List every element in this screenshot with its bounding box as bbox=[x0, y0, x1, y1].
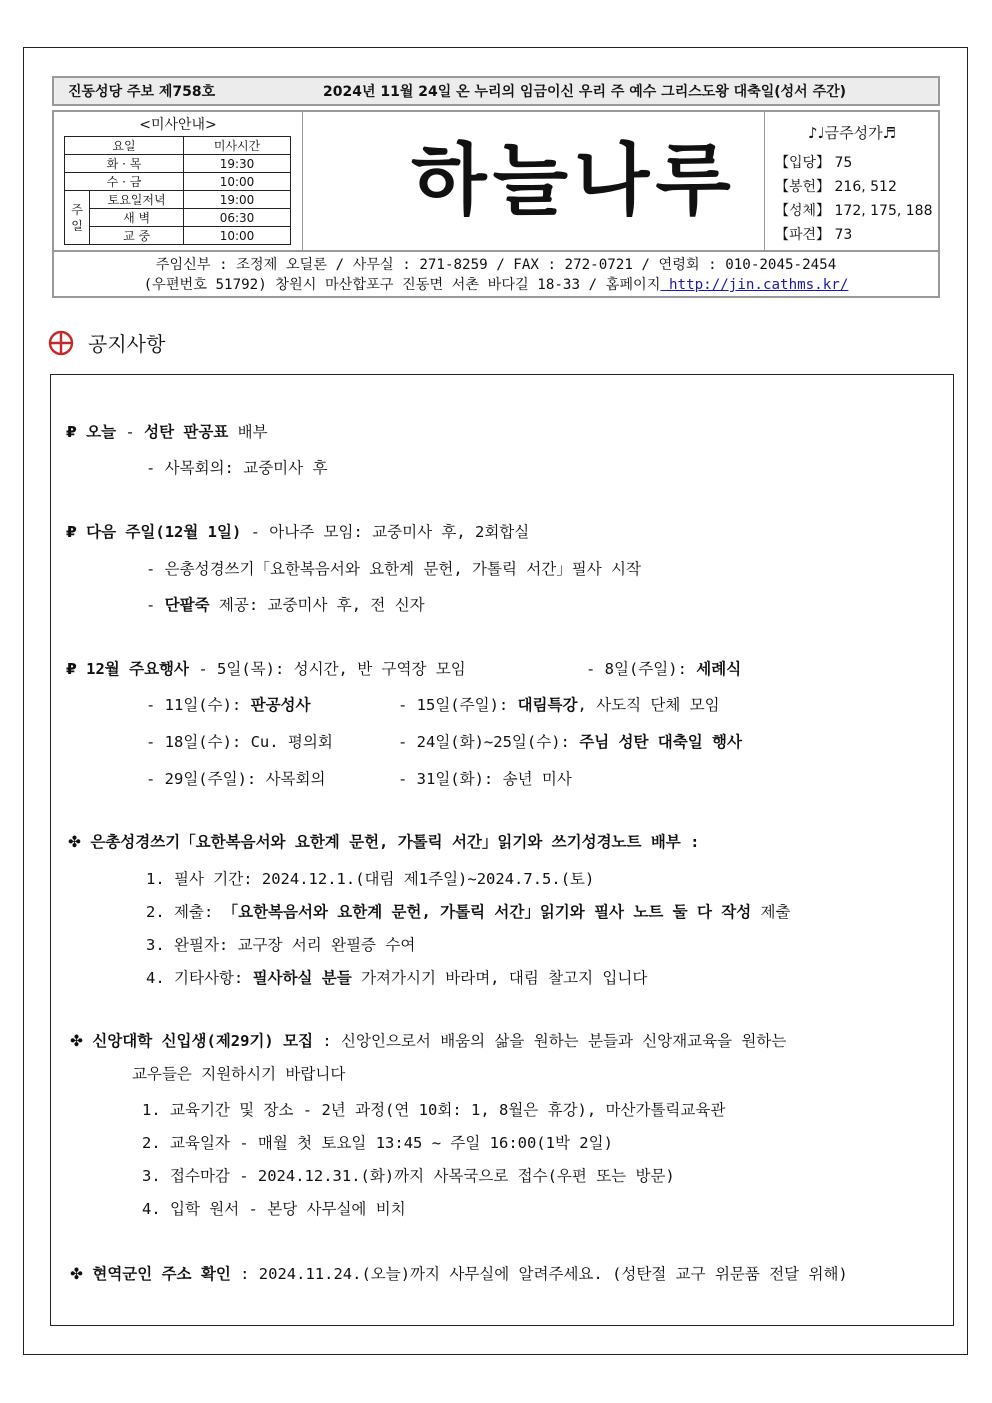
mass-time: 19:00 bbox=[184, 191, 291, 209]
today-item: - 사목회의: 교중미사 후 bbox=[146, 459, 328, 477]
bullet-icon: ✤ bbox=[70, 1265, 83, 1283]
masthead bbox=[52, 110, 940, 252]
bulletin-logo: 하늘나루 bbox=[411, 136, 737, 226]
bulletin-title-bar bbox=[52, 76, 940, 106]
college-item: 3. 접수마감 - 2024.12.31.(화)까지 사목국으로 접수(우편 또는 방문) bbox=[142, 1167, 675, 1185]
college-item: 2. 교육일자 - 매월 첫 토요일 13:45 ~ 주일 16:00(1박 2일) bbox=[142, 1134, 613, 1152]
bullet-icon: ✤ bbox=[70, 1032, 83, 1050]
mass-time: 10:00 bbox=[184, 227, 291, 245]
december-item: - 18일(수): Cu. 평의회 bbox=[146, 733, 333, 751]
college-item: 4. 입학 원서 - 본당 사무실에 비치 bbox=[142, 1200, 406, 1218]
military-line: ✤ 현역군인 주소 확인 : 2024.11.24.(오늘)까지 사무실에 알려주세요. (성탄절 교구 위문품 전달 위해) bbox=[70, 1265, 848, 1283]
mass-day: 화 · 목 bbox=[65, 155, 184, 173]
december-item: - 8일(주일): 세례식 bbox=[586, 660, 742, 678]
mass-col-day: 요일 bbox=[65, 137, 184, 155]
bullet-icon: ✤ bbox=[68, 833, 81, 851]
december-line: ₽ 12월 주요행사 - 5일(목): 성시간, 반 구역장 모임 bbox=[66, 660, 466, 678]
issue-number: 진동성당 주보 제758호 bbox=[68, 84, 216, 100]
hymn-list bbox=[764, 112, 939, 250]
mass-time: 19:30 bbox=[184, 155, 291, 173]
hymn-communion: 【성체】 172, 175, 188 bbox=[775, 203, 933, 219]
mass-schedule-table bbox=[64, 136, 291, 245]
sunday-label: 주 일 bbox=[65, 191, 90, 245]
december-item: - 31일(화): 송년 미사 bbox=[398, 770, 572, 788]
mass-col-time: 미사시간 bbox=[184, 137, 291, 155]
mass-day: 토요일저녁 bbox=[90, 191, 184, 209]
bible-item: 1. 필사 기간: 2024.12.1.(대림 제1주일)~2024.7.5.(토) bbox=[146, 870, 595, 888]
parish-info bbox=[52, 252, 940, 298]
bible-item: 3. 완필자: 교구장 서리 완필증 수여 bbox=[146, 936, 416, 954]
mass-day: 수 · 금 bbox=[65, 173, 184, 191]
hymn-title: ♪♩금주성가♬ bbox=[807, 124, 897, 142]
college-line: ✤ 신앙대학 신입생(제29기) 모집 : 신앙인으로서 배움의 삶을 원하는 분들과 신앙재교육을 원하는 bbox=[70, 1032, 787, 1050]
mass-time: 06:30 bbox=[184, 209, 291, 227]
december-item: - 24일(화)~25일(수): 주님 성탄 대축일 행사 bbox=[398, 733, 742, 751]
college-desc: 교우들은 지원하시기 바랍니다 bbox=[132, 1065, 346, 1083]
bible-line: ✤ 은총성경쓰기「요한복음서와 요한계 문헌, 가톨릭 서간」읽기와 쓰기성경노트 배부 : bbox=[68, 833, 700, 851]
notice-heading bbox=[48, 328, 165, 357]
next-sunday-item: - 단팥죽 제공: 교중미사 후, 전 신자 bbox=[146, 596, 425, 614]
cross-circle-icon bbox=[48, 330, 74, 356]
date-feast: 2024년 11월 24일 온 누리의 임금이신 우리 주 예수 그리스도왕 대축일(성서 주간) bbox=[323, 84, 847, 100]
parish-contact: 주임신부 : 조정제 오딜론 / 사무실 : 271-8259 / FAX : 272-0721 / 연령회 : 010-2045-2454 bbox=[155, 257, 837, 273]
mass-time: 10:00 bbox=[184, 173, 291, 191]
mass-day: 교 중 bbox=[90, 227, 184, 245]
mass-schedule-title: <미사안내> bbox=[139, 117, 217, 133]
december-item: - 29일(주일): 사목회의 bbox=[146, 770, 326, 788]
hymn-entrance: 【입당】 75 bbox=[775, 155, 853, 171]
college-item: 1. 교육기간 및 장소 - 2년 과정(연 10회: 1, 8월은 휴강), 마산가톨릭교육관 bbox=[142, 1101, 726, 1119]
homepage-link[interactable]: http://jin.cathms.kr/ bbox=[660, 277, 849, 293]
december-item: - 15일(주일): 대림특강, 사도직 단체 모임 bbox=[398, 696, 720, 714]
mass-day: 새 벽 bbox=[90, 209, 184, 227]
bullet-icon: ₽ bbox=[66, 423, 77, 441]
december-item: - 11일(수): 판공성사 bbox=[146, 696, 311, 714]
hymn-recessional: 【파견】 73 bbox=[775, 227, 853, 243]
next-sunday-line: ₽ 다음 주일(12월 1일) - 아나주 모임: 교중미사 후, 2회합실 bbox=[66, 523, 530, 541]
hymn-offertory: 【봉헌】 216, 512 bbox=[775, 179, 897, 195]
next-sunday-item: - 은총성경쓰기「요한복음서와 요한계 문헌, 가톨릭 서간」필사 시작 bbox=[146, 560, 641, 578]
parish-address: (우편번호 51792) 창원시 마산합포구 진동면 서촌 바다길 18-33 / 홈페이지 http://jin.cathms.kr/ bbox=[143, 277, 849, 293]
today-line: ₽ 오늘 - 성탄 판공표 배부 bbox=[66, 423, 268, 441]
mass-schedule bbox=[54, 112, 303, 250]
notice-title: 공지사항 bbox=[88, 332, 166, 356]
bible-item: 4. 기타사항: 필사하실 분들 가져가시기 바라며, 대림 찰고지 입니다 bbox=[146, 969, 648, 987]
bullet-icon: ₽ bbox=[66, 523, 77, 541]
bullet-icon: ₽ bbox=[66, 660, 77, 678]
bible-item: 2. 제출: 「요한복음서와 요한계 문헌, 가톨릭 서간」읽기와 필사 노트 둘 다 작성 제출 bbox=[146, 903, 791, 921]
